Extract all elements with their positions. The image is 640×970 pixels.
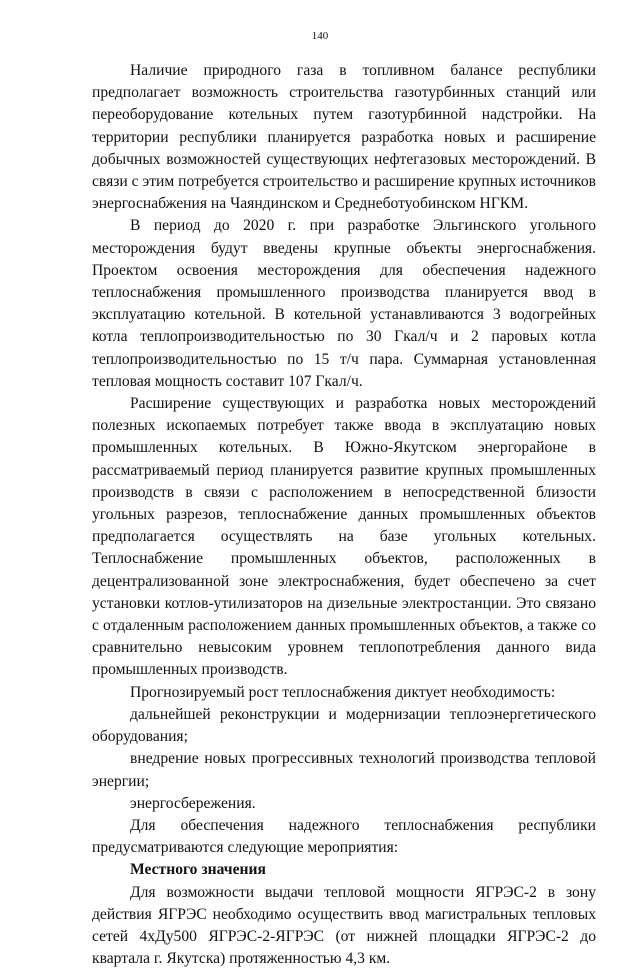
list-item-new-technologies: внедрение новых прогрессивных технологий производства тепловой энергии; [92, 750, 596, 790]
list-item-energy-saving: энергосбережения. [130, 794, 256, 812]
paragraph-growth-needs: Прогнозируемый рост теплоснабжения диктует необходимость: [130, 683, 556, 701]
paragraph-measures: Для обеспечения надежного теплоснабжения республики предусматриваются следующие мероприятия: [92, 816, 596, 857]
document-body [92, 60, 596, 970]
paragraph-elga-deposit: В период до 2020 г. при разработке Эльгинского угольного месторождения будут введены крупные объекты энергоснабжения. Проектом освоения месторождения для обеспечения надежного теплоснабжения промышленного производства планируется ввод в эксплуатацию котельной. В котельной устанавливаются 3 водогрейных котла теплопроизводительностью по 30 Гкал/ч и 2 паровых котла теплопроизводительностью по 15 т/ч пара. Суммарная установленная тепловая мощность составит 107 Гкал/ч. [92, 217, 596, 390]
paragraph-new-deposits: Расширение существующих и разработка новых месторождений полезных ископаемых потребует также ввода в эксплуатацию новых промышленных котельных. В Южно-Якутском энергорайоне в рассматриваемый период планируется развитие крупных промышленных производств в связи с расположением в непосредственной близости угольных разрезов, теплоснабжение данных промышленных объектов предполагается осуществлять на базе угольных котельных. Теплоснабжение промышленных объектов, расположенных в децентрализованной зоне электроснабжения, будет обеспечено за счет установки котлов-утилизаторов на дизельные электростанции. Это связано с отдаленным расположением данных промышленных объектов, а также со сравнительно невысоким уровнем теплопотребления данного вида промышленных производств. [92, 395, 596, 679]
section-heading-local: Местного значения [130, 861, 266, 879]
list-item-reconstruction: дальнейшей реконструкции и модернизации теплоэнергетического оборудования; [92, 705, 596, 746]
paragraph-ygres2: Для возможности выдачи тепловой мощности ЯГРЭС-2 в зону действия ЯГРЭС необходимо осуществить ввод магистральных тепловых сетей 4хДу500 ЯГРЭС-2-ЯГРЭС (от нижней площадки ЯГРЭС-2 до квартала г. Якутска) протяженностью 4,3 км. [92, 883, 596, 968]
paragraph-natural-gas: Наличие природного газа в топливном балансе республики предполагает возможность строительства газотурбинных станций или переоборудование котельных путем газотурбинной надстройки. На территории республики планируется разработка новых и расширение добычных возможностей существующих нефтегазовых месторождений. В связи с этим потребуется строительство и расширение крупных источников энергоснабжения на Чаяндинском и Среднеботуобинском НГКМ. [92, 62, 596, 213]
page-number: 140 [311, 30, 329, 42]
